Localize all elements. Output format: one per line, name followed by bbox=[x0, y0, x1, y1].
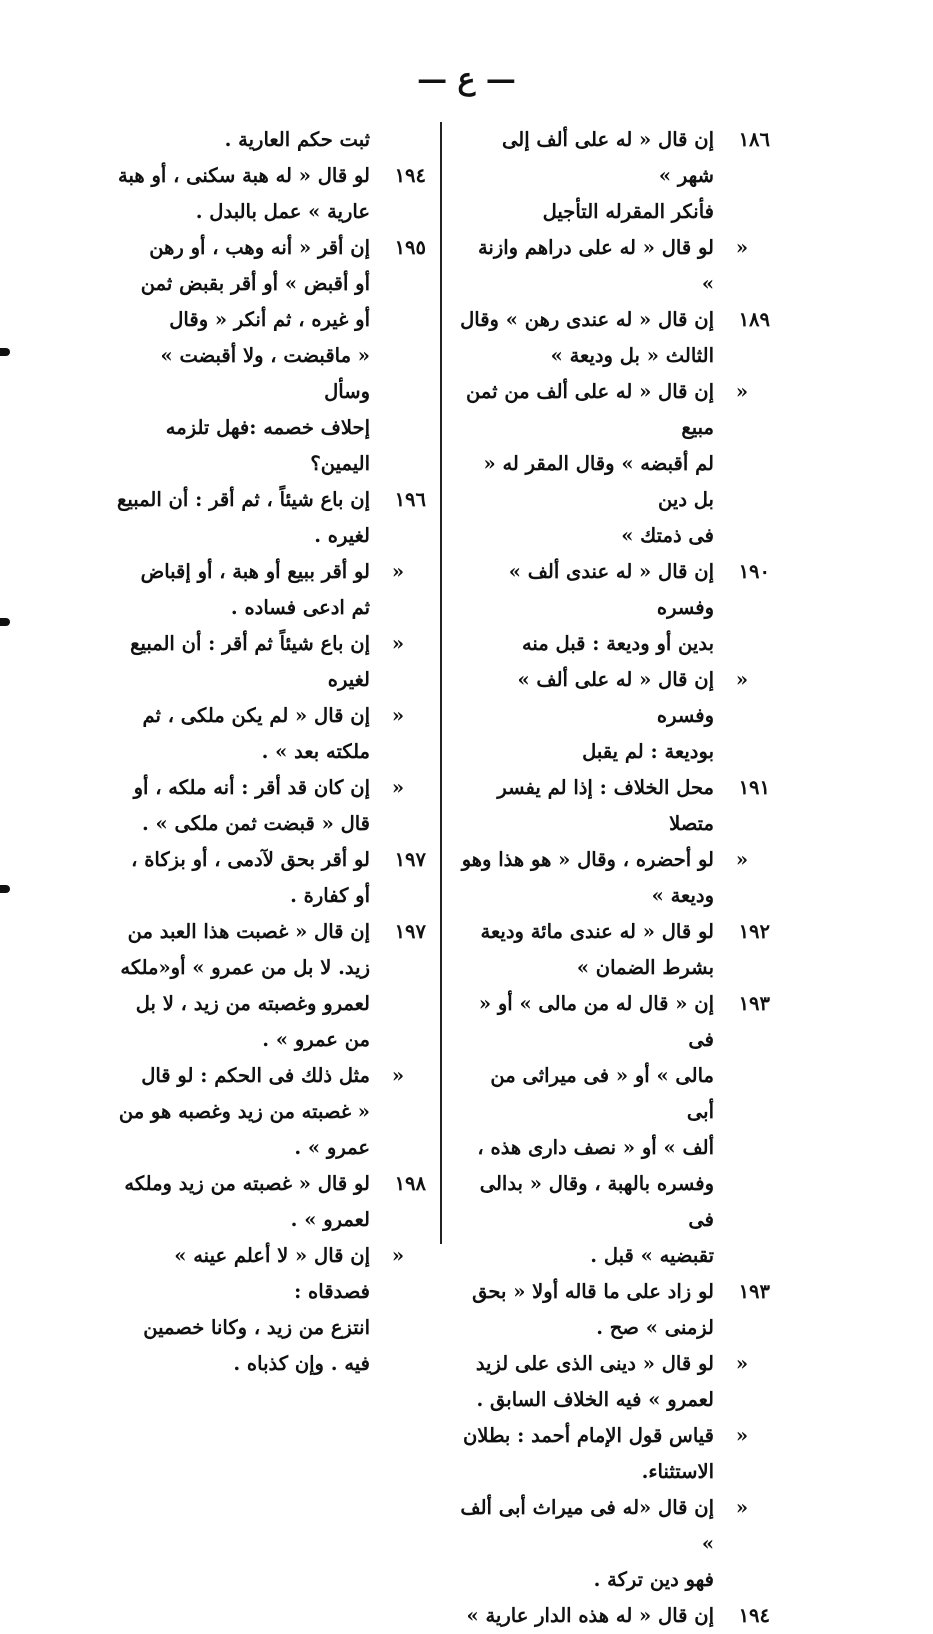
entry-number: ١٩٣ bbox=[738, 1280, 770, 1303]
entry-number: ١٩٥ bbox=[394, 236, 426, 259]
index-entry bbox=[108, 842, 426, 914]
page-number: — ع — bbox=[417, 62, 516, 97]
scan-edge-mark bbox=[0, 348, 10, 356]
entry-number: ١٩٦ bbox=[394, 488, 426, 511]
index-entry bbox=[108, 230, 426, 482]
index-entry bbox=[108, 158, 426, 230]
ditto-mark: « bbox=[735, 1424, 749, 1447]
index-entry bbox=[108, 482, 426, 554]
entry-text: لو قال « له على دراهم وازنة » bbox=[477, 236, 714, 295]
entry-text: إن قال « له على ألف من ثمن مبيع لم أقبضه » وقال المقر له « بل دين فى ذمتك » bbox=[466, 380, 714, 547]
entry-text: إن قال « لم يكن ملكى ، ثم ملكته بعد » . bbox=[142, 704, 370, 763]
index-entry bbox=[460, 1274, 770, 1346]
index-entry bbox=[108, 914, 426, 1058]
index-entry bbox=[108, 770, 426, 842]
entry-text: لو قال « غصبته من زيد وملكه لعمرو » . bbox=[124, 1172, 370, 1231]
entry-number: ١٨٦ bbox=[738, 128, 770, 151]
index-entry bbox=[460, 842, 770, 914]
ditto-mark: « bbox=[391, 776, 405, 799]
entry-text: مثل ذلك فى الحكم : لو قال « غصبته من زيد وغصبه هو من عمرو » . bbox=[118, 1064, 370, 1159]
entry-number: ١٩٧ bbox=[394, 920, 426, 943]
scan-edge-mark bbox=[0, 885, 10, 893]
ditto-mark: « bbox=[391, 704, 405, 727]
entry-text: لو أقر ببيع أو هبة ، أو إقباض ثم ادعى فساده . bbox=[140, 560, 370, 619]
ditto-mark: « bbox=[391, 632, 405, 655]
index-entry bbox=[460, 770, 770, 842]
index-entry bbox=[108, 1166, 426, 1238]
entry-text: لو زاد على ما قاله أولا « بحق لزمنى » صح . bbox=[472, 1280, 714, 1339]
entry-text: لو أحضره ، وقال « هو هذا وهو وديعة » bbox=[461, 848, 714, 907]
entry-text: لو أقر بحق لآدمى ، أو بزكاة ، أو كفارة . bbox=[131, 848, 370, 907]
index-column-right bbox=[460, 122, 770, 1634]
index-entry bbox=[460, 1418, 770, 1490]
index-entry bbox=[460, 662, 770, 770]
ditto-mark: « bbox=[735, 1352, 749, 1375]
scan-edge-mark bbox=[0, 618, 10, 626]
entry-text: قياس قول الإمام أحمد : بطلان الاستثناء. bbox=[462, 1424, 714, 1483]
index-column-left bbox=[108, 122, 426, 1382]
entry-text: ثبت حكم العارية . bbox=[224, 128, 370, 151]
entry-text: لو قال « له عندى مائة وديعة بشرط الضمان » bbox=[480, 920, 714, 979]
entry-text: إن قال «له فى ميراث أبى ألف » فهو دين تركة . bbox=[460, 1496, 714, 1591]
entry-text: إن كان قد أقر : أنه ملكه ، أو قال « قبضت ثمن ملكى » . bbox=[133, 776, 370, 835]
entry-text: إن أقر « أنه وهب ، أو رهن أو أقبض » أو أقر بقبض ثمن أو غيره ، ثم أنكر « وقال « ماقبضت ، ولا أقبضت » وسأل إحلاف خصمه :فهل تلزمه اليمين؟ bbox=[140, 236, 370, 475]
column-divider bbox=[440, 122, 442, 1244]
ditto-mark: « bbox=[391, 1244, 405, 1267]
index-entry bbox=[460, 1490, 770, 1598]
ditto-mark: « bbox=[735, 380, 749, 403]
entry-text: إن قال « له هذه الدار عارية » bbox=[466, 1604, 714, 1627]
entry-number: ١٩٤ bbox=[738, 1604, 770, 1627]
index-entry bbox=[108, 1058, 426, 1166]
index-entry bbox=[460, 986, 770, 1274]
index-entry bbox=[108, 698, 426, 770]
index-entry bbox=[460, 374, 770, 554]
ditto-mark: « bbox=[391, 1064, 405, 1087]
index-entry bbox=[460, 914, 770, 986]
index-entry bbox=[108, 122, 426, 158]
index-entry bbox=[108, 626, 426, 698]
entry-number: ١٩٢ bbox=[738, 920, 770, 943]
ditto-mark: « bbox=[735, 668, 749, 691]
index-entry bbox=[108, 1238, 426, 1382]
ditto-mark: « bbox=[391, 560, 405, 583]
index-entry bbox=[460, 554, 770, 662]
entry-text: لو قال « دينى الذى على لزيد لعمرو » فيه الخلاف السابق . bbox=[475, 1352, 714, 1411]
entry-text: إن قال « غصبت هذا العبد من زيد. لا بل من عمرو » أو«ملكه لعمرو وغصبته من زيد ، لا بل من عمرو » . bbox=[120, 920, 370, 1051]
ditto-mark: « bbox=[735, 1496, 749, 1519]
entry-number: ١٨٩ bbox=[738, 308, 770, 331]
ditto-mark: « bbox=[735, 848, 749, 871]
entry-text: إن قال « له عندى رهن » وقال الثالث « بل وديعة » bbox=[460, 308, 714, 367]
index-entry bbox=[108, 554, 426, 626]
entry-text: إن قال « له عندى ألف » وفسره بدين أو وديعة : قبل منه bbox=[508, 560, 714, 655]
ditto-mark: « bbox=[735, 236, 749, 259]
index-entry bbox=[460, 302, 770, 374]
entry-text: إن قال « لا أعلم عينه » فصدقاه : انتزع من زيد ، وكانا خصمين فيه . وإن كذباه . bbox=[143, 1244, 370, 1375]
entry-number: ١٩٧ bbox=[394, 848, 426, 871]
entry-number: ١٩١ bbox=[738, 776, 770, 799]
entry-number: ١٩٠ bbox=[738, 560, 770, 583]
index-entry bbox=[460, 1598, 770, 1634]
entry-text: إن باع شيئاً ثم أقر : أن المبيع لغيره bbox=[130, 632, 370, 691]
index-entry bbox=[460, 122, 770, 230]
entry-text: إن « قال له من مالى » أو « فى مالى » أو « فى ميراثى من أبى ألف » أو « نصف دارى هذه ، وفسره بالهبة ، وقال « بدالى فى تقبضيه » قبل . bbox=[477, 992, 714, 1267]
entry-number: ١٩٨ bbox=[394, 1172, 426, 1195]
entry-text: إن قال « له على ألف إلى شهر » فأنكر المقرله التأجيل bbox=[502, 128, 714, 223]
entry-text: محل الخلاف : إذا لم يفسر متصلا bbox=[497, 776, 714, 835]
entry-number: ١٩٣ bbox=[738, 992, 770, 1015]
entry-text: إن قال « له على ألف » وفسره بوديعة : لم يقبل bbox=[517, 668, 714, 763]
entry-number: ١٩٤ bbox=[394, 164, 426, 187]
entry-text: لو قال « له هبة سكنى ، أو هبة عارية » عمل بالبدل . bbox=[118, 164, 370, 223]
index-entry bbox=[460, 1346, 770, 1418]
entry-text: إن باع شيئاً ، ثم أقر : أن المبيع لغيره . bbox=[116, 488, 370, 547]
index-entry bbox=[460, 230, 770, 302]
